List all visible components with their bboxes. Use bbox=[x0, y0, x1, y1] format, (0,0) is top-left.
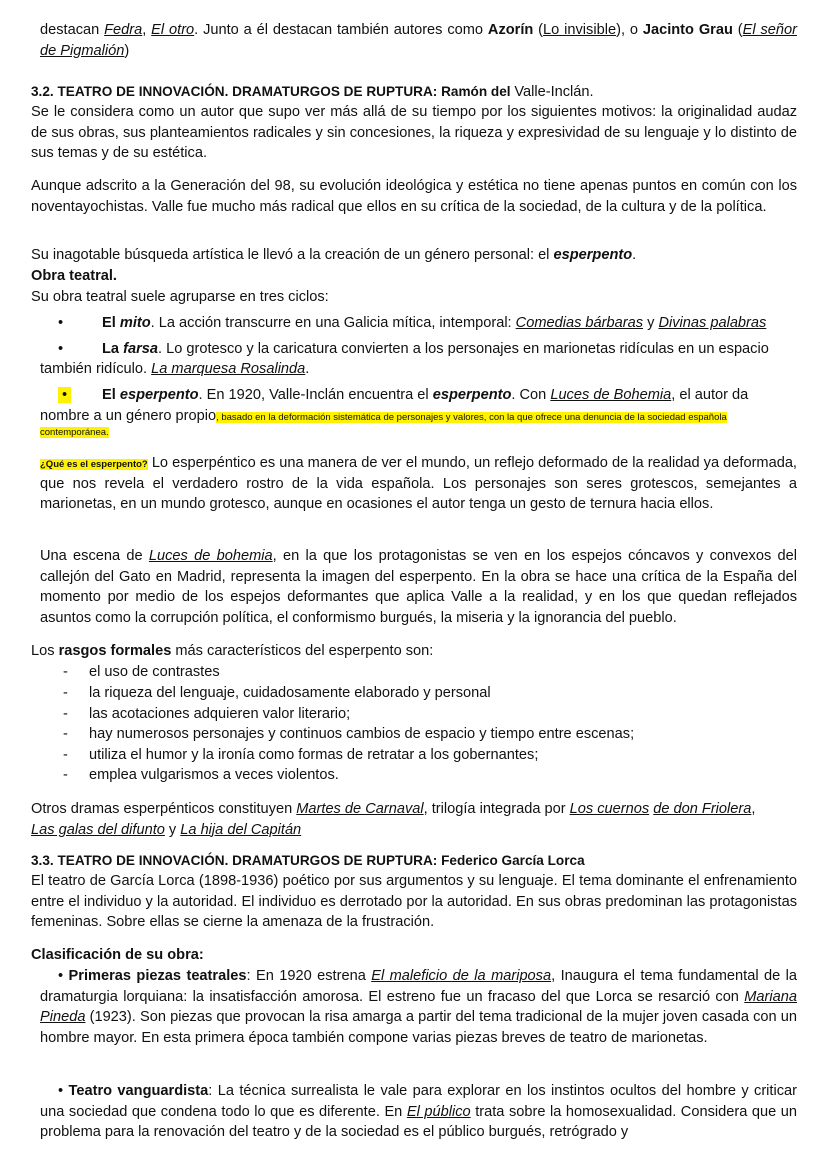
subheading: Obra teatral. bbox=[31, 268, 117, 284]
work-title: Luces de Bohemia bbox=[550, 387, 672, 403]
work-title: La hija del Capitán bbox=[180, 821, 302, 838]
dash-icon: - bbox=[63, 706, 68, 722]
paragraph: Se le considera como un autor que supo ver más allá de su tiempo por los siguientes motivos: la originalidad audaz de sus obras, sus planteamientos radicales y sin concesiones, la riqueza y expresividad de su lenguaje y lo distinto de sus temas y de su estética. bbox=[31, 104, 797, 161]
work-title: Mariana Pineda bbox=[40, 988, 797, 1025]
list-item: • La farsa. Lo grotesco y la caricatura convierten a los personajes en marionetas ridículas en un espacio bbox=[58, 339, 797, 360]
list-item-continuation: también ridículo. La marquesa Rosalinda. bbox=[40, 361, 310, 377]
highlighted-label: ¿Qué es el esperpento? bbox=[40, 459, 148, 470]
dash-icon: - bbox=[63, 767, 68, 783]
paragraph: Su obra teatral suele agruparse en tres ciclos: bbox=[31, 289, 329, 305]
paragraph: Su inagotable búsqueda artística le llevó a la creación de un género personal: el esperpento. bbox=[31, 247, 637, 263]
subheading: Clasificación de su obra: bbox=[31, 947, 204, 963]
work-title: El público bbox=[406, 1103, 471, 1120]
work-title: Luces de bohemia bbox=[148, 548, 273, 564]
paragraph: Aunque adscrito a la Generación del 98, su evolución ideológica y estética no tiene apenas puntos en común con los noventayochistas. Valle fue mucho más radical que ellos en su crítica de la sociedad, de la cultura y de la política. bbox=[31, 178, 797, 215]
work-title: de don Friolera bbox=[653, 801, 752, 817]
paragraph: El teatro de García Lorca (1898-1936) poético por sus argumentos y su lenguaje. El tema dominante el enfrenamiento entre el individuo y la autoridad. El individuo es derrotado por la autoridad. En sus obras predominan las protagonistas femeninas. Sobre ellas se cierne la amenaza de la frustración. bbox=[31, 873, 797, 930]
list-item: • El mito. La acción transcurre en una Galicia mítica, intemporal: Comedias bárbaras y Divinas palabras bbox=[58, 313, 797, 334]
bullet-icon: • bbox=[58, 1083, 69, 1099]
paragraph: Una escena de Luces de bohemia, en la que los protagonistas se ven en los espejos cóncavos y convexos del callejón del Gato en Madrid, representa la imagen del esperpento. En la obra se hace una crítica de la España del momento por medio de los espejos deformantes que aplica Valle a la realidad, y en los que quedan reflejados asuntos como la corrupción política, el conformismo burgués, la miseria y la ignorancia del pueblo. bbox=[40, 548, 798, 626]
top-paragraph: destacan Fedra, El otro. Junto a él destacan también autores como Azorín (Lo invisible), o Jacinto Grau (El señor de Pigmalión) bbox=[40, 22, 797, 59]
work-title: La marquesa Rosalinda bbox=[151, 361, 306, 377]
section-heading-3-2: 3.2. TEATRO DE INNOVACIÓN. DRAMATURGOS DE RUPTURA: Ramón del Valle-Inclán. bbox=[31, 84, 594, 100]
author-name: Azorín bbox=[487, 22, 534, 38]
list-item: - utiliza el humor y la ironía como formas de retratar a los gobernantes; bbox=[69, 745, 538, 766]
work-title: Los cuernos bbox=[569, 801, 650, 817]
list-item-continuation: nombre a un género propio, basado en la deformación sistemática de personajes y valores, con la que ofrece una denuncia de la sociedad española bbox=[40, 408, 727, 424]
work-title: de Pigmalión bbox=[40, 42, 125, 59]
paragraph: Los rasgos formales más característicos del esperpento son: bbox=[31, 643, 434, 659]
author-name: Jacinto Grau bbox=[642, 22, 733, 38]
dash-icon: - bbox=[63, 685, 68, 701]
paragraph: Otros dramas esperpénticos constituyen Martes de Carnaval, trilogía integrada por Los cuernos de don Friolera, Las galas del difunto y La hija del Capitán bbox=[31, 801, 756, 838]
highlighted-note-end: contemporánea. bbox=[40, 427, 109, 438]
list-item: • Primeras piezas teatrales: En 1920 estrena El maleficio de la mariposa, Inaugura el tema fundamental de la dramaturgia lorquiana: la insatisfacción amorosa. El estreno fue un fracaso del que Lorca se resarció con Mariana Pineda (1923). Son piezas que provocan la risa amarga a partir del tema tradicional de la mujer joven casada con un hombre mayor. En esta primera época también compone varias piezas breves de teatro de marionetas. bbox=[40, 968, 797, 1046]
list-item: - las acotaciones adquieren valor literario; bbox=[69, 704, 350, 725]
work-title: Divinas palabras bbox=[658, 315, 767, 331]
dash-icon: - bbox=[63, 664, 68, 680]
dash-icon: - bbox=[63, 726, 68, 742]
work-title: Lo invisible bbox=[543, 22, 617, 38]
work-title: Las galas del difunto bbox=[31, 821, 165, 838]
highlighted-note: , basado en la deformación sistemática de personajes y valores, con la que ofrece una denuncia de la sociedad española bbox=[216, 412, 727, 423]
section-heading-3-3: 3.3. TEATRO DE INNOVACIÓN. DRAMATURGOS DE RUPTURA: Federico García Lorca bbox=[31, 853, 585, 868]
bullet-icon: • bbox=[58, 385, 102, 406]
list-item: • El esperpento. En 1920, Valle-Inclán encuentra el esperpento. Con Luces de Bohemia, el autor da bbox=[58, 385, 797, 406]
dash-icon: - bbox=[63, 747, 68, 763]
work-title: Martes de Carnaval bbox=[296, 801, 424, 817]
list-item: - hay numerosos personajes y continuos cambios de espacio y tiempo entre escenas; bbox=[69, 724, 634, 745]
list-item: - el uso de contrastes bbox=[69, 662, 220, 683]
work-title: Comedias bárbaras bbox=[515, 315, 644, 331]
bullet-icon: • bbox=[58, 968, 69, 984]
work-title: El maleficio de la mariposa bbox=[371, 968, 552, 984]
work-title: El otro bbox=[151, 22, 195, 38]
bullet-icon: • bbox=[58, 341, 64, 357]
work-title: Fedra bbox=[104, 22, 143, 38]
work-title: El señor bbox=[742, 22, 797, 38]
list-item: • Teatro vanguardista: La técnica surrealista le vale para explorar en los instintos ocultos del hombre y criticar una sociedad que condena todo lo que es diferente. En El público trata sobre la homosexualidad. Considera que un problema para la renovación del teatro y de la sociedad es el público burgués, retrógrado y bbox=[40, 1083, 798, 1140]
list-item: - la riqueza del lenguaje, cuidadosamente elaborado y personal bbox=[69, 683, 491, 704]
list-item: - emplea vulgarismos a veces violentos. bbox=[69, 765, 339, 786]
paragraph: ¿Qué es el esperpento? Lo esperpéntico es una manera de ver el mundo, un reflejo deformado de la realidad ya deformada, que nos revela el verdadero rostro de la vida española. Los personajes son seres grotescos, semejantes a marionetas, en un mundo grotesco, aunque en ocasiones el autor tenga un gesto de ternura hacia ellos. bbox=[40, 455, 797, 512]
bullet-icon: • bbox=[58, 315, 64, 331]
